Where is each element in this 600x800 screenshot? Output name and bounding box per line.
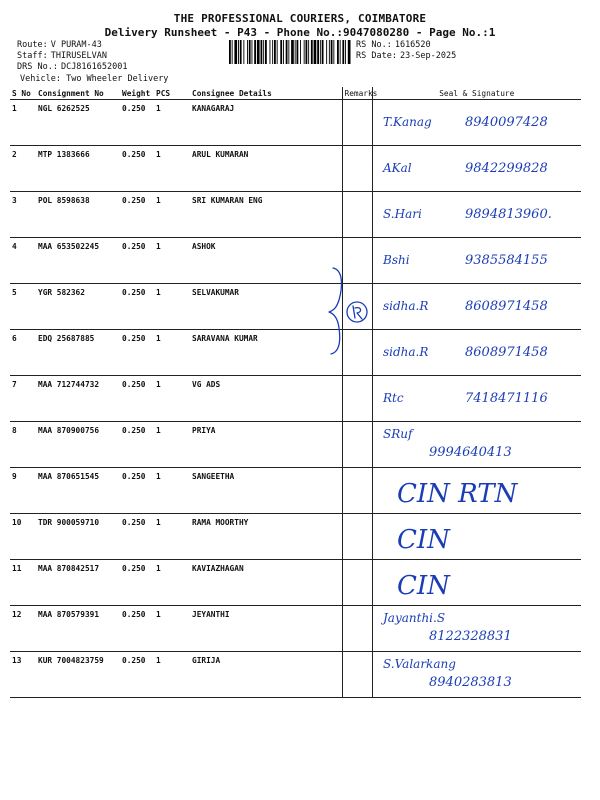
route-label: Route: [17, 40, 48, 50]
barcode-bar [340, 40, 341, 64]
signature-phone-scribble: 8940097428 [464, 115, 548, 130]
rs-date-label: RS Date: [356, 51, 397, 61]
cell-remarks [342, 468, 372, 514]
cell-weight: 0.250 [120, 192, 154, 238]
barcode-bar [272, 40, 273, 64]
handwritten-signature [379, 148, 593, 188]
barcode-bar [234, 40, 237, 64]
barcode-bar [317, 40, 319, 64]
meta-right-block [356, 40, 456, 62]
table-row [10, 468, 581, 514]
cell-weight: 0.250 [120, 422, 154, 468]
drs-label: DRS No.: [17, 62, 58, 72]
cell-remarks [342, 192, 372, 238]
cell-consignment-no: MTP 1383666 [36, 146, 120, 192]
cell-remarks [342, 652, 372, 698]
table-row [10, 606, 581, 652]
cell-seal-signature [372, 284, 581, 330]
barcode-image [228, 40, 352, 64]
signature-name-scribble: CIN RTN [396, 479, 517, 509]
barcode-bar [331, 40, 333, 64]
table-row [10, 652, 581, 698]
table-row [10, 284, 581, 330]
barcode-bar [320, 40, 321, 64]
cell-sno: 13 [10, 652, 36, 698]
cell-pcs: 1 [154, 100, 190, 146]
cell-consignment-no: MAA 712744732 [36, 376, 120, 422]
table-row [10, 238, 581, 284]
table-row [10, 192, 581, 238]
signature-name-scribble: sidha.R [382, 299, 428, 313]
staff-line [17, 51, 127, 62]
barcode-bar [283, 40, 284, 64]
route-line [17, 40, 127, 51]
cell-consignee: GIRIJA [190, 652, 342, 698]
barcode-bar [280, 40, 282, 64]
cell-consignment-no: MAA 870842517 [36, 560, 120, 606]
signature-phone-scribble: 7418471116 [464, 391, 548, 406]
cell-sno: 11 [10, 560, 36, 606]
cell-sno: 10 [10, 514, 36, 560]
cell-weight: 0.250 [120, 560, 154, 606]
cell-consignee: VG ADS [190, 376, 342, 422]
cell-pcs: 1 [154, 606, 190, 652]
staff-value: THIRUSELVAN [50, 51, 108, 61]
barcode-bar [288, 40, 289, 64]
signature-phone-scribble: 9994640413 [428, 445, 512, 460]
barcode-bar [342, 40, 344, 64]
handwritten-signature [379, 516, 593, 556]
cell-sno: 6 [10, 330, 36, 376]
cell-seal-signature [372, 652, 581, 698]
col-consignee-header: Consignee Details [190, 87, 342, 100]
signature-phone-scribble: 9842299828 [464, 161, 548, 176]
cell-seal-signature [372, 192, 581, 238]
cell-pcs: 1 [154, 238, 190, 284]
signature-name-scribble: CIN [396, 571, 450, 601]
cell-remarks [342, 514, 372, 560]
cell-remarks [342, 560, 372, 606]
cell-remarks [342, 100, 372, 146]
cell-weight: 0.250 [120, 606, 154, 652]
cell-pcs: 1 [154, 330, 190, 376]
barcode-bar [274, 40, 276, 64]
cell-sno: 7 [10, 376, 36, 422]
handwritten-signature [379, 608, 593, 648]
barcode-bar [270, 40, 271, 64]
barcode-bar [277, 40, 278, 64]
handwritten-signature [379, 240, 593, 280]
cell-weight: 0.250 [120, 376, 154, 422]
barcode-bar [308, 40, 309, 64]
barcode-bar [238, 40, 239, 64]
cell-consignment-no: KUR 7004823759 [36, 652, 120, 698]
cell-consignment-no: MAA 870651545 [36, 468, 120, 514]
col-weight-header: Weight [120, 87, 154, 100]
cell-pcs: 1 [154, 422, 190, 468]
cell-sno: 12 [10, 606, 36, 652]
barcode-bar [249, 40, 251, 64]
handwritten-signature [379, 332, 593, 372]
barcode-bar [232, 40, 233, 64]
signature-name-scribble: T.Kanag [382, 115, 432, 129]
barcode-bar [300, 40, 301, 64]
cell-seal-signature [372, 146, 581, 192]
cell-seal-signature [372, 100, 581, 146]
barcode-bar [286, 40, 288, 64]
cell-consignment-no: YGR 582362 [36, 284, 120, 330]
barcode-bar [345, 40, 346, 64]
signature-phone-scribble: 8608971458 [464, 299, 548, 314]
barcode-bar [265, 40, 267, 64]
vehicle-value: Two Wheeler Delivery [66, 74, 169, 84]
staff-label: Staff: [17, 51, 48, 61]
cell-sno: 4 [10, 238, 36, 284]
vehicle-line [20, 74, 168, 84]
signature-name-scribble: AKal [382, 161, 412, 175]
cell-consignment-no: POL 8598638 [36, 192, 120, 238]
vehicle-label: Vehicle: [20, 74, 61, 84]
barcode-bar [291, 40, 294, 64]
signature-name-scribble: S.Hari [382, 207, 422, 221]
cell-consignee: SRI KUMARAN ENG [190, 192, 342, 238]
cell-pcs: 1 [154, 192, 190, 238]
signature-phone-scribble: 9385584155 [464, 253, 548, 268]
barcode-bar [311, 40, 313, 64]
cell-weight: 0.250 [120, 514, 154, 560]
cell-remarks [342, 422, 372, 468]
table-row [10, 560, 581, 606]
barcode-bar [337, 40, 339, 64]
cell-weight: 0.250 [120, 146, 154, 192]
cell-seal-signature [372, 560, 581, 606]
cell-weight: 0.250 [120, 284, 154, 330]
cell-sno: 3 [10, 192, 36, 238]
cell-consignee: KANAGARAJ [190, 100, 342, 146]
col-pcs-header: PCS [154, 87, 190, 100]
col-seal-header: Seal & Signature [372, 87, 581, 100]
table-row [10, 514, 581, 560]
cell-consignee: SANGEETHA [190, 468, 342, 514]
cell-sno: 9 [10, 468, 36, 514]
handwritten-signature [379, 562, 593, 602]
signature-name-scribble: Rtc [382, 391, 404, 405]
cell-consignee: ASHOK [190, 238, 342, 284]
runsheet-subtitle: Delivery Runsheet - P43 - Phone No.:9047080280 - Page No.:1 [104, 26, 496, 39]
signature-name-scribble: CIN [396, 525, 450, 555]
handwritten-signature [379, 102, 593, 142]
signature-phone-scribble: 8940283813 [428, 675, 512, 690]
cell-seal-signature [372, 422, 581, 468]
barcode-bar [247, 40, 248, 64]
barcode-bar [322, 40, 324, 64]
cell-consignment-no: MAA 870900756 [36, 422, 120, 468]
signature-phone-scribble: 9894813960. [464, 207, 552, 222]
barcode-bar [243, 40, 244, 64]
cell-pcs: 1 [154, 652, 190, 698]
rs-no-value: 1616520 [394, 40, 431, 50]
drs-line [17, 62, 127, 73]
signature-name-scribble: Jayanthi.S [382, 611, 445, 625]
cell-consignment-no: MAA 653502245 [36, 238, 120, 284]
cell-seal-signature [372, 238, 581, 284]
cell-sno: 8 [10, 422, 36, 468]
cell-remarks [342, 606, 372, 652]
cell-seal-signature [372, 514, 581, 560]
barcode-bar [297, 40, 299, 64]
cell-consignee: ARUL KUMARAN [190, 146, 342, 192]
rs-date-line [356, 51, 456, 62]
col-consignment-header: Consignment No [36, 87, 120, 100]
col-sno-header: S No [10, 87, 36, 100]
cell-consignee: SARAVANA KUMAR [190, 330, 342, 376]
cell-consignment-no: NGL 6262525 [36, 100, 120, 146]
handwritten-signature [379, 424, 593, 464]
cell-seal-signature [372, 330, 581, 376]
cell-consignee: RAMA MOORTHY [190, 514, 342, 560]
table-row [10, 330, 581, 376]
rs-no-line [356, 40, 456, 51]
cell-seal-signature [372, 606, 581, 652]
col-remarks-header: Remarks [342, 87, 372, 100]
handwritten-brace-mark [325, 266, 385, 356]
table-header-row [10, 87, 581, 100]
table-row [10, 376, 581, 422]
barcode-bar [257, 40, 260, 64]
cell-weight: 0.250 [120, 652, 154, 698]
table-row [10, 422, 581, 468]
barcode-bar [348, 40, 351, 64]
handwritten-signature [379, 378, 593, 418]
signature-name-scribble: S.Valarkang [382, 657, 456, 671]
signature-phone-scribble: 8608971458 [464, 345, 548, 360]
cell-pcs: 1 [154, 284, 190, 330]
cell-weight: 0.250 [120, 330, 154, 376]
cell-pcs: 1 [154, 514, 190, 560]
cell-pcs: 1 [154, 560, 190, 606]
barcode-bar [263, 40, 264, 64]
handwritten-signature [379, 470, 593, 510]
barcode-bar [261, 40, 263, 64]
cell-consignment-no: MAA 870579391 [36, 606, 120, 652]
cell-weight: 0.250 [120, 238, 154, 284]
cell-sno: 2 [10, 146, 36, 192]
barcode-bar [252, 40, 253, 64]
cell-sno: 1 [10, 100, 36, 146]
barcode-bar [295, 40, 296, 64]
barcode-bar [240, 40, 242, 64]
cell-consignee: SELVAKUMAR [190, 284, 342, 330]
route-value: V PURAM-43 [50, 40, 102, 50]
rs-date-value: 23-Sep-2025 [399, 51, 457, 61]
signature-phone-scribble: 8122328831 [428, 629, 512, 644]
signature-name-scribble: Bshi [382, 253, 410, 267]
barcode-bar [304, 40, 305, 64]
cell-remarks [342, 146, 372, 192]
barcode-bar [333, 40, 334, 64]
cell-remarks [342, 376, 372, 422]
barcode-bar [326, 40, 327, 64]
table-row [10, 100, 581, 146]
barcode-bar [329, 40, 330, 64]
company-title: THE PROFESSIONAL COURIERS, COIMBATORE [173, 12, 427, 25]
cell-consignee: JEYANTHI [190, 606, 342, 652]
cell-seal-signature [372, 468, 581, 514]
rs-no-label: RS No.: [356, 40, 392, 50]
barcode-bar [229, 40, 231, 64]
runsheet-table [10, 87, 581, 698]
table-row [10, 146, 581, 192]
cell-pcs: 1 [154, 146, 190, 192]
cell-weight: 0.250 [120, 100, 154, 146]
drs-value: DCJ8161652001 [60, 62, 128, 72]
barcode-bar [314, 40, 317, 64]
handwritten-signature [379, 286, 593, 326]
cell-consignment-no: TDR 900059710 [36, 514, 120, 560]
cell-pcs: 1 [154, 376, 190, 422]
cell-sno: 5 [10, 284, 36, 330]
signature-name-scribble: sidha.R [382, 345, 428, 359]
signature-name-scribble: SRuf [382, 427, 412, 441]
meta-left-block [17, 40, 127, 73]
barcode-bar [306, 40, 308, 64]
handwritten-signature [379, 194, 593, 234]
cell-consignment-no: EDQ 25687885 [36, 330, 120, 376]
cell-consignee: KAVIAZHAGAN [190, 560, 342, 606]
barcode-bar [254, 40, 256, 64]
handwritten-signature [379, 654, 593, 694]
cell-pcs: 1 [154, 468, 190, 514]
cell-seal-signature [372, 376, 581, 422]
cell-consignee: PRIYA [190, 422, 342, 468]
cell-weight: 0.250 [120, 468, 154, 514]
